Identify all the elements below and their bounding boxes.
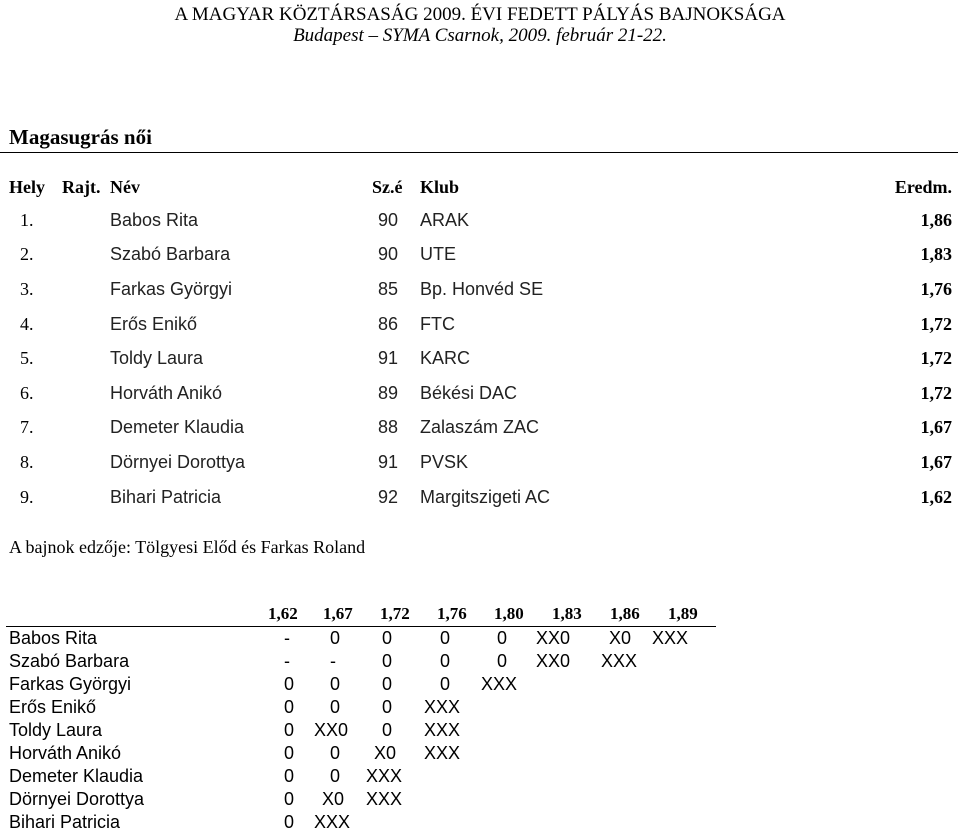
attempt-cell: 0 bbox=[330, 628, 341, 648]
place: 9. bbox=[20, 487, 34, 507]
attempts-row bbox=[0, 789, 960, 812]
attempt-cell: 0 bbox=[497, 628, 508, 648]
attempt-cell: X0 bbox=[322, 789, 345, 809]
result-row bbox=[0, 314, 960, 338]
athlete-name: Szabó Barbara bbox=[110, 244, 231, 264]
divider bbox=[0, 152, 958, 153]
attempt-cell: 0 bbox=[382, 628, 393, 648]
result-row bbox=[0, 487, 960, 511]
athlete-name: Horváth Anikó bbox=[9, 743, 122, 763]
club: Zalaszám ZAC bbox=[420, 417, 540, 437]
results-header bbox=[0, 177, 960, 201]
place: 6. bbox=[20, 383, 34, 403]
attempt-cell: 0 bbox=[382, 651, 393, 671]
athlete-name: Horváth Anikó bbox=[110, 383, 223, 403]
place: 7. bbox=[20, 417, 34, 437]
athlete-name: Farkas Györgyi bbox=[110, 279, 233, 299]
attempt-cell: 0 bbox=[382, 697, 393, 717]
result: 1,86 bbox=[920, 210, 952, 230]
attempts-row bbox=[0, 743, 960, 766]
height-label: 1,62 bbox=[268, 604, 298, 623]
place: 1. bbox=[20, 210, 34, 230]
attempt-cell: 0 bbox=[382, 720, 393, 740]
attempt-cell: XX0 bbox=[536, 651, 571, 671]
header-bib: Rajt. bbox=[62, 177, 101, 197]
attempts-row bbox=[0, 651, 960, 674]
attempt-cell: XXX bbox=[652, 628, 689, 648]
attempt-cell: XXX bbox=[601, 651, 638, 671]
attempt-cell: 0 bbox=[440, 628, 451, 648]
header-birth-year: Sz.é bbox=[372, 177, 403, 197]
birth-year: 85 bbox=[378, 279, 399, 299]
attempt-cell: 0 bbox=[497, 651, 508, 671]
championship-title: A MAGYAR KÖZTÁRSASÁG 2009. ÉVI FEDETT PÁLYÁS BAJNOKSÁGA bbox=[174, 4, 786, 25]
attempt-cell: 0 bbox=[284, 720, 295, 740]
attempt-cell: X0 bbox=[374, 743, 397, 763]
athlete-name: Bihari Patricia bbox=[110, 487, 222, 507]
attempt-cell: 0 bbox=[440, 651, 451, 671]
attempt-cell: XXX bbox=[366, 789, 403, 809]
attempt-cell: - bbox=[284, 651, 290, 671]
attempts-row bbox=[0, 628, 960, 651]
birth-year: 91 bbox=[378, 348, 399, 368]
attempt-cell: - bbox=[284, 628, 290, 648]
place: 8. bbox=[20, 452, 34, 472]
birth-year: 90 bbox=[378, 244, 399, 264]
place: 4. bbox=[20, 314, 34, 334]
attempt-cell: XXX bbox=[424, 720, 461, 740]
coach-note: A bajnok edzője: Tölgyesi Előd és Farkas Roland bbox=[9, 537, 366, 557]
place: 2. bbox=[20, 244, 34, 264]
athlete-name: Bihari Patricia bbox=[9, 812, 121, 832]
club: Békési DAC bbox=[420, 383, 518, 403]
heights-header-underline bbox=[6, 626, 716, 627]
attempt-cell: XX0 bbox=[536, 628, 571, 648]
attempt-cell: XXX bbox=[314, 812, 351, 832]
attempts-row bbox=[0, 766, 960, 789]
attempts-row bbox=[0, 720, 960, 743]
athlete-name: Dörnyei Dorottya bbox=[110, 452, 246, 472]
result-row bbox=[0, 279, 960, 303]
athlete-name: Erős Enikő bbox=[110, 314, 198, 334]
attempt-cell: XXX bbox=[481, 674, 518, 694]
club: PVSK bbox=[420, 452, 469, 472]
venue-date: Budapest – SYMA Csarnok, 2009. február 21-22. bbox=[293, 25, 667, 46]
attempt-cell: 0 bbox=[382, 674, 393, 694]
attempt-cell: 0 bbox=[330, 697, 341, 717]
attempt-cell: - bbox=[330, 651, 336, 671]
attempt-cell: 0 bbox=[284, 812, 295, 832]
athlete-name: Demeter Klaudia bbox=[9, 766, 144, 786]
result-row bbox=[0, 244, 960, 268]
athlete-name: Erős Enikő bbox=[9, 697, 97, 717]
result-row bbox=[0, 348, 960, 372]
birth-year: 86 bbox=[378, 314, 399, 334]
result: 1,72 bbox=[920, 314, 952, 334]
place: 3. bbox=[20, 279, 34, 299]
attempt-cell: 0 bbox=[284, 766, 295, 786]
club: ARAK bbox=[420, 210, 470, 230]
height-label: 1,72 bbox=[380, 604, 410, 623]
club: Margitszigeti AC bbox=[420, 487, 551, 507]
attempt-cell: XX0 bbox=[314, 720, 349, 740]
attempt-cell: 0 bbox=[284, 674, 295, 694]
header-name: Név bbox=[110, 177, 140, 197]
header-result: Eredm. bbox=[894, 177, 952, 197]
attempt-cell: X0 bbox=[609, 628, 632, 648]
athlete-name: Szabó Barbara bbox=[9, 651, 130, 671]
attempt-cell: 0 bbox=[330, 766, 341, 786]
result: 1,62 bbox=[920, 487, 952, 507]
result: 1,67 bbox=[920, 452, 952, 472]
result: 1,67 bbox=[920, 417, 952, 437]
athlete-name: Babos Rita bbox=[9, 628, 98, 648]
athlete-name: Dörnyei Dorottya bbox=[9, 789, 145, 809]
club: KARC bbox=[420, 348, 471, 368]
attempt-cell: 0 bbox=[440, 674, 451, 694]
club: FTC bbox=[420, 314, 455, 334]
height-label: 1,67 bbox=[323, 604, 353, 623]
attempt-cell: 0 bbox=[284, 743, 295, 763]
birth-year: 91 bbox=[378, 452, 399, 472]
result: 1,76 bbox=[920, 279, 952, 299]
result-row bbox=[0, 210, 960, 234]
attempts-row bbox=[0, 674, 960, 697]
attempt-cell: XXX bbox=[366, 766, 403, 786]
result: 1,83 bbox=[920, 244, 952, 264]
attempt-cell: XXX bbox=[424, 697, 461, 717]
athlete-name: Toldy Laura bbox=[9, 720, 103, 740]
club: Bp. Honvéd SE bbox=[420, 279, 544, 299]
result-row bbox=[0, 383, 960, 407]
birth-year: 88 bbox=[378, 417, 399, 437]
attempt-cell: 0 bbox=[330, 743, 341, 763]
result: 1,72 bbox=[920, 383, 952, 403]
result-row bbox=[0, 452, 960, 476]
birth-year: 89 bbox=[378, 383, 399, 403]
birth-year: 92 bbox=[378, 487, 399, 507]
athlete-name: Babos Rita bbox=[110, 210, 199, 230]
attempt-cell: 0 bbox=[284, 789, 295, 809]
athlete-name: Demeter Klaudia bbox=[110, 417, 245, 437]
height-label: 1,80 bbox=[494, 604, 524, 623]
attempts-row bbox=[0, 812, 960, 835]
heights-header bbox=[0, 604, 960, 628]
attempts-row bbox=[0, 697, 960, 720]
height-label: 1,86 bbox=[610, 604, 640, 623]
place: 5. bbox=[20, 348, 34, 368]
result-row bbox=[0, 417, 960, 441]
event-title: Magasugrás női bbox=[9, 125, 152, 149]
height-label: 1,83 bbox=[552, 604, 582, 623]
attempt-cell: 0 bbox=[330, 674, 341, 694]
header-place: Hely bbox=[9, 177, 45, 197]
athlete-name: Toldy Laura bbox=[110, 348, 204, 368]
height-label: 1,76 bbox=[437, 604, 467, 623]
result: 1,72 bbox=[920, 348, 952, 368]
club: UTE bbox=[420, 244, 456, 264]
birth-year: 90 bbox=[378, 210, 399, 230]
attempt-cell: XXX bbox=[424, 743, 461, 763]
height-label: 1,89 bbox=[668, 604, 698, 623]
header-club: Klub bbox=[420, 177, 460, 197]
athlete-name: Farkas Györgyi bbox=[9, 674, 132, 694]
attempt-cell: 0 bbox=[284, 697, 295, 717]
